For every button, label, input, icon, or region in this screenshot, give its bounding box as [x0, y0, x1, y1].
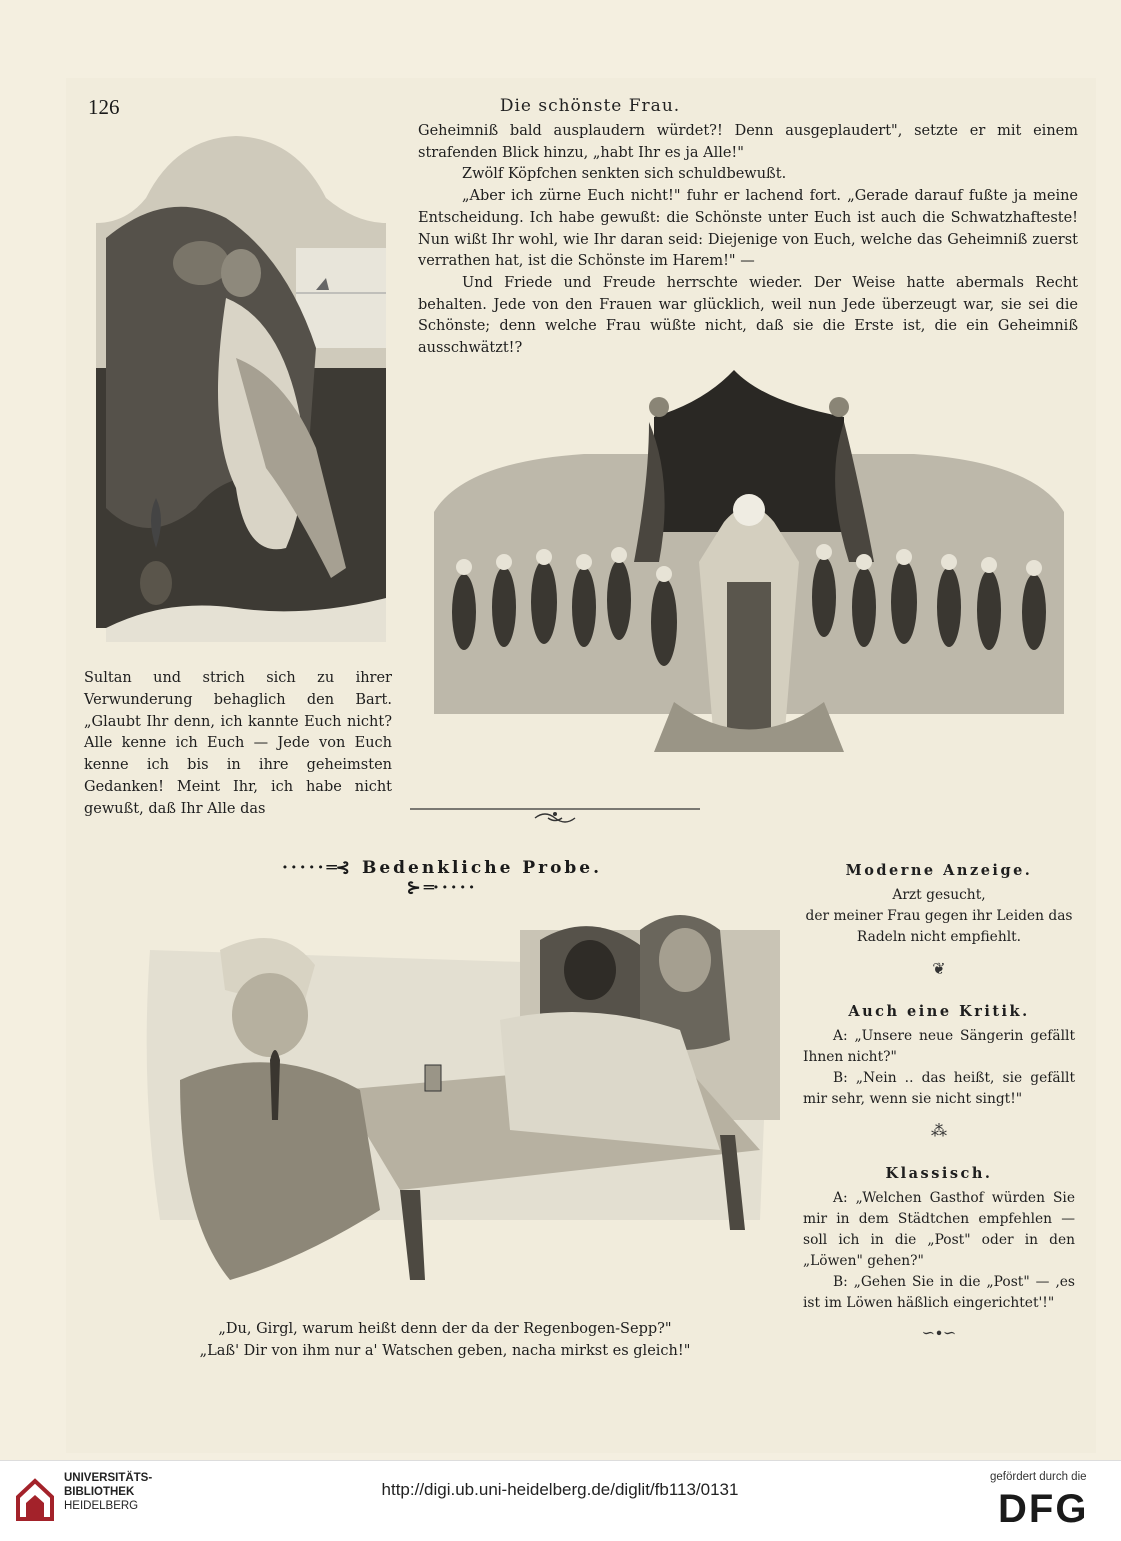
story-left-column: Sultan und strich sich zu ihrer Verwunderung behaglich den Bart. „Glaubt Ihr denn, ich kannte Euch nicht? Alle kenne ich Euch — Jede von Euch kenne ich bis in ihre geheimsten Gedanken! Meint Ihr, ich habe nicht gewußt, daß Ihr Alle das: [84, 670, 392, 817]
probe-title-text: Bedenkliche Probe.: [361, 858, 603, 878]
sidebar-jokes: [803, 860, 1075, 1351]
ornament-icon: ❦: [932, 959, 946, 978]
story-text: [418, 121, 1078, 360]
anzeige-line: Arzt gesucht,: [892, 887, 986, 903]
library-logo-icon: [14, 1475, 56, 1525]
story-paragraph: Geheimniß bald ausplaudern würdet?! Denn ausgeplaudert", setzte er mit einem strafenden Blick hinzu, „habt Ihr es ja Alle!": [418, 123, 1078, 161]
page-number: 126: [88, 95, 120, 119]
caption-line: „Du, Girgl, warum heißt denn der da der Regenbogen-Sepp?": [218, 1321, 672, 1337]
illustration-harem-dance: [404, 362, 1094, 782]
dfg-logo: DFG: [998, 1487, 1089, 1531]
illustration-sultan-and-woman: [86, 128, 402, 642]
anzeige-body: der meiner Frau gegen ihr Leiden das Radeln nicht empfiehlt.: [805, 908, 1073, 945]
library-line: UNIVERSITÄTS-: [64, 1472, 153, 1484]
flourish-right-icon: ⊱═·····: [406, 878, 478, 898]
klassisch-title: Klassisch.: [885, 1165, 993, 1182]
story-paragraph: Zwölf Köpfchen senkten sich schuldbewußt.: [462, 166, 787, 183]
permalink-url[interactable]: http://digi.ub.uni-heidelberg.de/diglit/fb113/0131: [381, 1480, 739, 1499]
ornament-icon: ⁂: [931, 1121, 947, 1140]
funding-note: gefördert durch die: [990, 1471, 1087, 1483]
kritik-b: B: „Nein .. das heißt, sie gefällt mir sehr, wenn sie nicht singt!": [803, 1070, 1075, 1107]
kritik-a: A: „Unsere neue Sängerin gefällt Ihnen nicht?": [803, 1028, 1075, 1065]
library-line: HEIDELBERG: [64, 1500, 139, 1512]
probe-caption: [150, 1318, 740, 1362]
story-paragraph: „Aber ich zürne Euch nicht!" fuhr er lachend fort. „Gerade darauf fußte ja meine Entscheidung. Ich habe gewußt: die Schönste unter Euch ist auch die Schwatzhafteste! Nun wißt Ihr wohl, wie Ihr daran seid: Diejenige von Euch, welche das Geheimniß zuerst verrathen hat, ist die Schönste im Harem!" —: [418, 188, 1078, 270]
anzeige-title: Moderne Anzeige.: [845, 862, 1033, 879]
ornament-icon: ∽∙∽: [921, 1323, 957, 1342]
kritik-title: Auch eine Kritik.: [848, 1003, 1030, 1020]
flourish-left-icon: ·····═⊰: [281, 858, 362, 878]
library-name: [64, 1471, 152, 1513]
klassisch-a: A: „Welchen Gasthof würden Sie mir in dem Städtchen empfehlen — soll ich in die „Post" oder in den „Löwen" gehen?": [803, 1190, 1075, 1269]
running-title: Die schönste Frau.: [499, 96, 681, 116]
library-line: BIBLIOTHEK: [64, 1486, 135, 1498]
caption-line: „Laß' Dir von ihm nur a' Watschen geben, nacha mirkst es gleich!": [199, 1343, 691, 1359]
story-paragraph: Und Friede und Freude herrschte wieder. Der Weise hatte abermals Recht behalten. Jede von den Frauen war glücklich, weil nun Jede überzeugt war, sie sei die Schönste; denn welche Frau wüßte nicht, daß sie die Erste ist, die ein Geheimniß ausschwätzt!?: [418, 274, 1078, 357]
ornament-divider-icon: [410, 806, 700, 826]
footer-bar: [0, 1460, 1121, 1541]
illustration-tavern-men: [120, 890, 780, 1310]
klassisch-b: B: „Gehen Sie in die „Post" — ‚es ist im Löwen häßlich eingerichtet'!": [803, 1274, 1075, 1311]
